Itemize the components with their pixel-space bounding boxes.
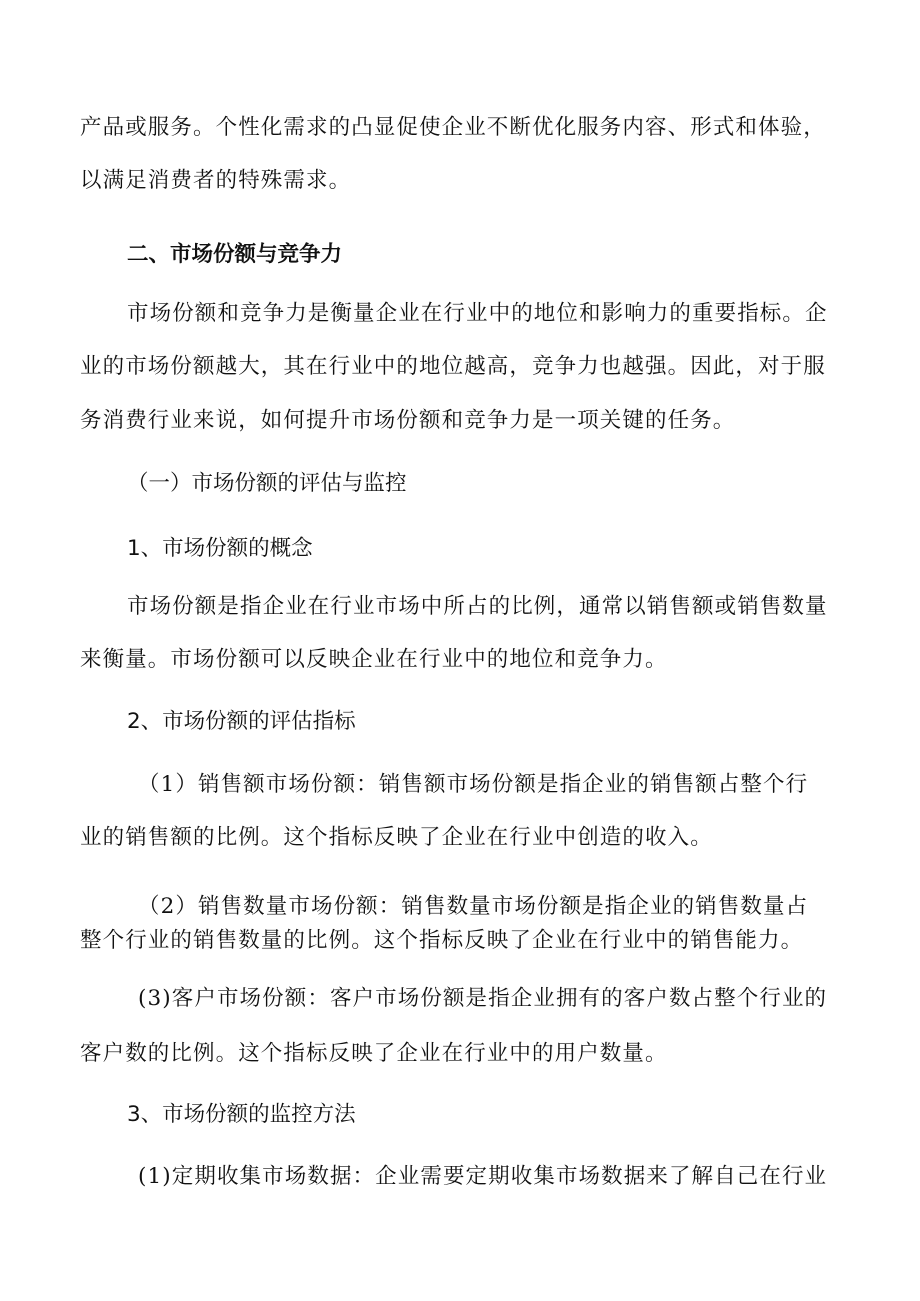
paragraph-line: (3)客户市场份额：客户市场份额是指企业拥有的客户数占整个行业的 bbox=[138, 986, 828, 1011]
section-heading: 二、市场份额与竞争力 bbox=[127, 242, 343, 267]
paragraph-line: 整个行业的销售数量的比例。这个指标反映了企业在行业中的销售能力。 bbox=[80, 928, 804, 953]
paragraph-line: 客户数的比例。这个指标反映了企业在行业中的用户数量。 bbox=[80, 1041, 668, 1066]
subsection-heading: （一）市场份额的评估与监控 bbox=[127, 471, 407, 496]
paragraph-line: （1）销售额市场份额：销售额市场份额是指企业的销售额占整个行 bbox=[138, 772, 809, 797]
item-heading: 2、市场份额的评估指标 bbox=[127, 709, 356, 734]
paragraph-line: 业的市场份额越大，其在行业中的地位越高，竞争力也越强。因此，对于服 bbox=[80, 354, 826, 379]
paragraph-line: 来衡量。市场份额可以反映企业在行业中的地位和竞争力。 bbox=[80, 647, 668, 672]
paragraph-line: （2）销售数量市场份额：销售数量市场份额是指企业的销售数量占 bbox=[138, 894, 809, 919]
paragraph-line: 以满足消费者的特殊需求。 bbox=[80, 168, 352, 193]
paragraph-line: 市场份额和竞争力是衡量企业在行业中的地位和影响力的重要指标。企 bbox=[127, 301, 828, 326]
paragraph-line: 业的销售额的比例。这个指标反映了企业在行业中创造的收入。 bbox=[80, 825, 713, 850]
paragraph-line: 市场份额是指企业在行业市场中所占的比例，通常以销售额或销售数量 bbox=[127, 594, 828, 619]
item-heading: 3、市场份额的监控方法 bbox=[127, 1102, 356, 1127]
paragraph-line: 务消费行业来说，如何提升市场份额和竞争力是一项关键的任务。 bbox=[80, 408, 736, 433]
paragraph-line: 产品或服务。个性化需求的凸显促使企业不断优化服务内容、形式和体验， bbox=[80, 115, 826, 140]
paragraph-line: (1)定期收集市场数据：企业需要定期收集市场数据来了解自己在行业 bbox=[138, 1164, 828, 1189]
item-heading: 1、市场份额的概念 bbox=[127, 536, 313, 561]
